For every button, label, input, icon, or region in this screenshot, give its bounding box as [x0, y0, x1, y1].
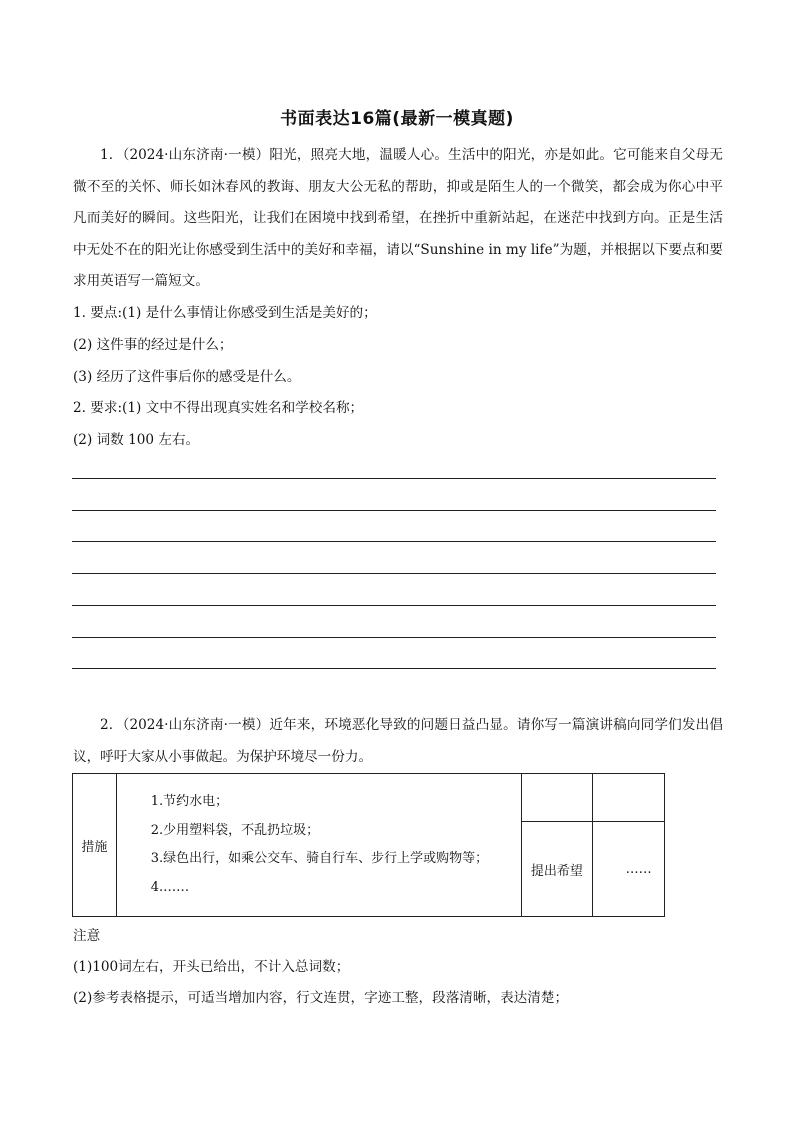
answer-line	[72, 478, 716, 479]
q1-requirement-line: (2) 这件事的经过是什么；	[73, 337, 233, 353]
q1-requirement-line: 1. 要点:(1) 是什么事情让你感受到生活是美好的；	[73, 305, 377, 321]
note-item: (2)参考表格提示，可适当增加内容，行文连贯，字迹工整，段落清晰，表达清楚；	[73, 990, 569, 1006]
measures-list	[116, 774, 521, 917]
page-title: 书面表达16篇(最新一模真题)	[280, 109, 514, 129]
hope-label: 提出希望	[521, 822, 593, 917]
q1-requirement-line: (3) 经历了这件事后你的感受是什么。	[73, 369, 301, 385]
measure-item: 3.绿色出行，如乘公交车、骑自行车、步行上学或购物等；	[150, 851, 489, 866]
question-1-prompt: 1．（2024·山东济南·一模）阳光，照亮大地，温暖人心。生活中的阳光，亦是如此。它可能来自父母无微不至的关怀、师长如沐春风的教诲、朋友大公无私的帮助，抑或是陌生人的一个微笑，都会成为你心中平凡而美好的瞬间。这些阳光，让我们在困境中找到希望，在挫折中重新站起，在迷茫中找到方向。正是生活中无处不在的阳光让你感受到生活中的美好和幸福，请以“Sunshine in my life”为题，并根据以下要点和要求用英语写一篇短文。	[73, 147, 723, 289]
answer-line	[72, 668, 716, 669]
question-2-prompt: 2．（2024·山东济南·一模）近年来，环境恶化导致的问题日益凸显。请你写一篇演讲稿向同学们发出倡议，呼吁大家从小事做起。为保护环境尽一份力。	[73, 717, 723, 765]
q1-requirement-line: 2. 要求:(1) 文中不得出现真实姓名和学校名称；	[73, 400, 364, 416]
answer-line	[72, 637, 716, 638]
answer-line	[72, 605, 716, 606]
measures-label: 措施	[73, 774, 117, 917]
measure-item: 2.少用塑料袋，不乱扔垃圾；	[150, 822, 320, 838]
measure-item: 4.……	[150, 879, 190, 895]
hope-value: ……	[593, 822, 665, 917]
measure-item: 1.节约水电；	[150, 794, 229, 809]
answer-line	[72, 541, 716, 542]
answer-line	[72, 510, 716, 511]
note-item: (1)100词左右，开头已给出，不计入总词数；	[73, 959, 350, 975]
hint-table	[72, 773, 665, 917]
table-cell-empty	[521, 774, 593, 822]
q1-requirement-line: (2) 词数 100 左右。	[73, 432, 200, 448]
table-cell-empty	[593, 774, 665, 822]
answer-line	[72, 573, 716, 574]
note-title: 注意	[73, 928, 101, 944]
